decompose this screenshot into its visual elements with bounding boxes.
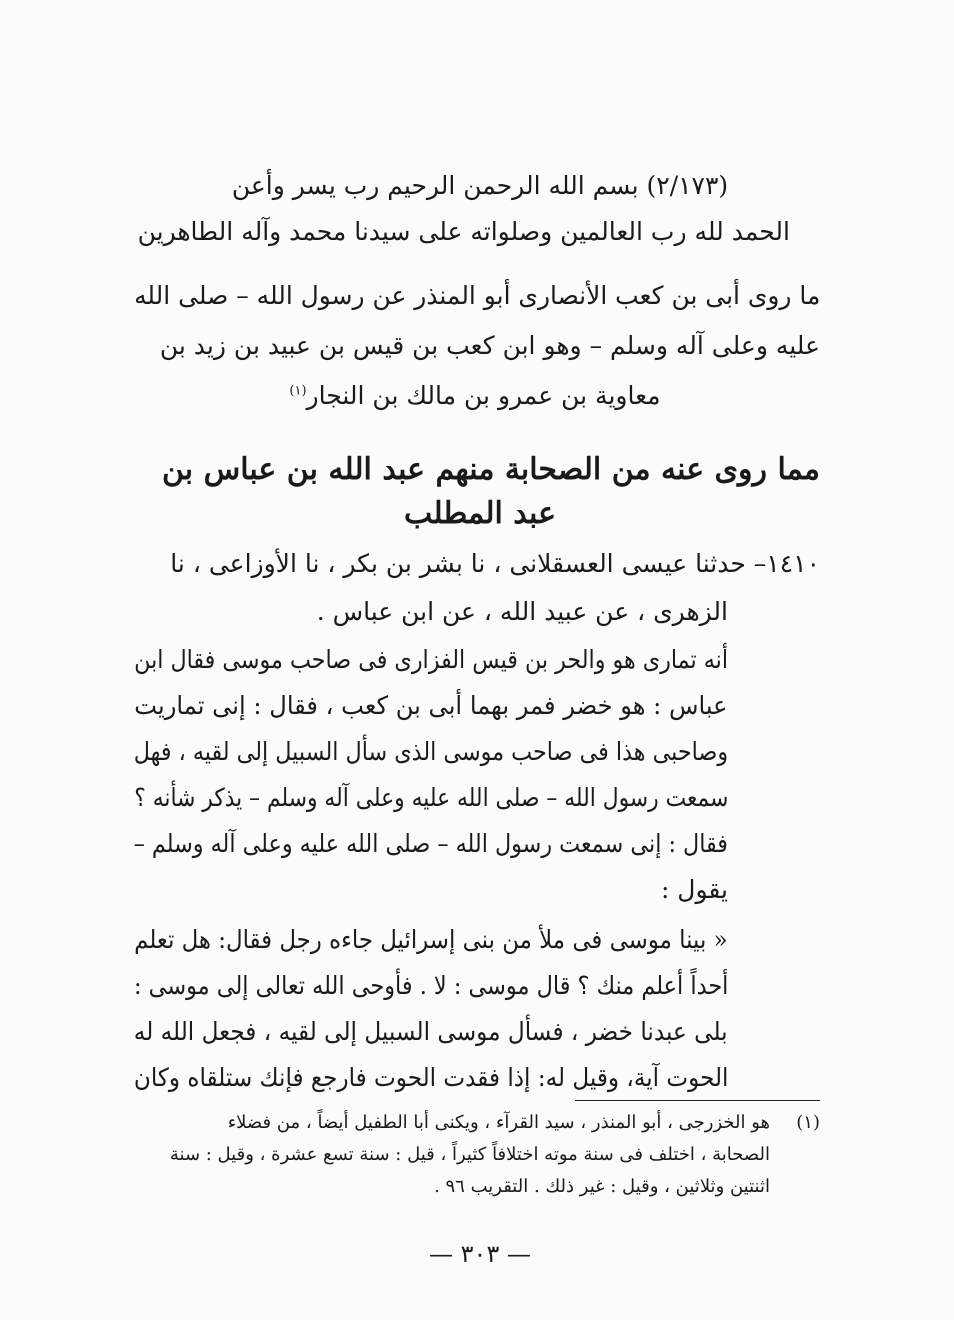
hadith-matn-line-2: عباس : هو خضر فمر بهما أبى بن كعب ، فقال : إنى تماريت [134, 691, 728, 720]
hadith-quote-line-1: « بينا موسى فى ملأ من بنى إسرائيل جاءه رجل فقال: هل تعلم [134, 925, 728, 954]
footnote-line-2: الصحابة ، اختلف فى سنة موته اختلافاً كثيراً ، قيل : سنة تسع عشرة ، وقيل : سنة [169, 1144, 770, 1165]
intro-line-1: ما روى أبى بن كعب الأنصارى أبو المنذر عن رسول الله – صلى الله [133, 281, 820, 310]
footnote-line-1: هو الخزرجى ، أبو المنذر ، سيد القرآء ، ويكنى أبا الطفيل أيضاً ، من فضلاء [227, 1112, 770, 1133]
page-number: — ٣٠٣ — [429, 1240, 531, 1268]
hamd-line: الحمد لله رب العالمين وصلواته على سيدنا محمد وآله الطاهرين [137, 217, 790, 246]
footnote-line-3: اثنتين وثلاثين ، وقيل : غير ذلك . التقريب ٩٦ . [434, 1176, 770, 1197]
footnote-separator [575, 1100, 820, 1101]
basmala-line: (٢/١٧٣) بسم الله الرحمن الرحيم رب يسر وأعن [231, 171, 729, 200]
intro-line-3-text: معاوية بن عمرو بن مالك بن النجار [306, 381, 661, 410]
hadith-quote-line-3: بلى عبدنا خضر ، فسأل موسى السبيل إلى لقيه ، فجعل الله له [134, 1017, 728, 1046]
hadith-matn-line-3: وصاحبى هذا فى صاحب موسى الذى سأل السبيل إلى لقيه ، فهل [133, 737, 728, 766]
section-heading-line-2: عبد المطلب [404, 496, 556, 531]
hadith-matn-line-5: فقال : إنى سمعت رسول الله – صلى الله عليه وعلى آله وسلم – [133, 829, 728, 858]
intro-line-3 [250, 378, 700, 414]
intro-line-2: عليه وعلى آله وسلم – وهو ابن كعب بن قيس بن عبيد بن زيد بن [159, 331, 820, 360]
hadith-isnad-line-1: ١٤١٠– حدثنا عيسى العسقلانى ، نا بشر بن بكر ، نا الأوزاعى ، نا [170, 549, 820, 578]
hadith-matn-line-6: يقول : [660, 875, 728, 904]
footnote-reference: (١) [289, 383, 307, 399]
section-heading-line-1: مما روى عنه من الصحابة منهم عبد الله بن عباس بن [161, 452, 820, 487]
hadith-matn-line-4: سمعت رسول الله – صلى الله عليه وعلى آله وسلم – يذكر شأنه ؟ [133, 783, 728, 812]
hadith-matn-line-1: أنه تمارى هو والحر بن قيس الفزارى فى صاحب موسى فقال ابن [134, 645, 728, 674]
hadith-quote-line-4: الحوت آية، وقيل له: إذا فقدت الحوت فارجع فإنك ستلقاه وكان [133, 1063, 728, 1092]
hadith-isnad-line-2: الزهرى ، عن عبيد الله ، عن ابن عباس . [316, 597, 728, 626]
footnote-marker: (١) [796, 1112, 820, 1133]
hadith-quote-line-2: أحداً أعلم منك ؟ قال موسى : لا . فأوحى الله تعالى إلى موسى : [133, 971, 728, 1000]
